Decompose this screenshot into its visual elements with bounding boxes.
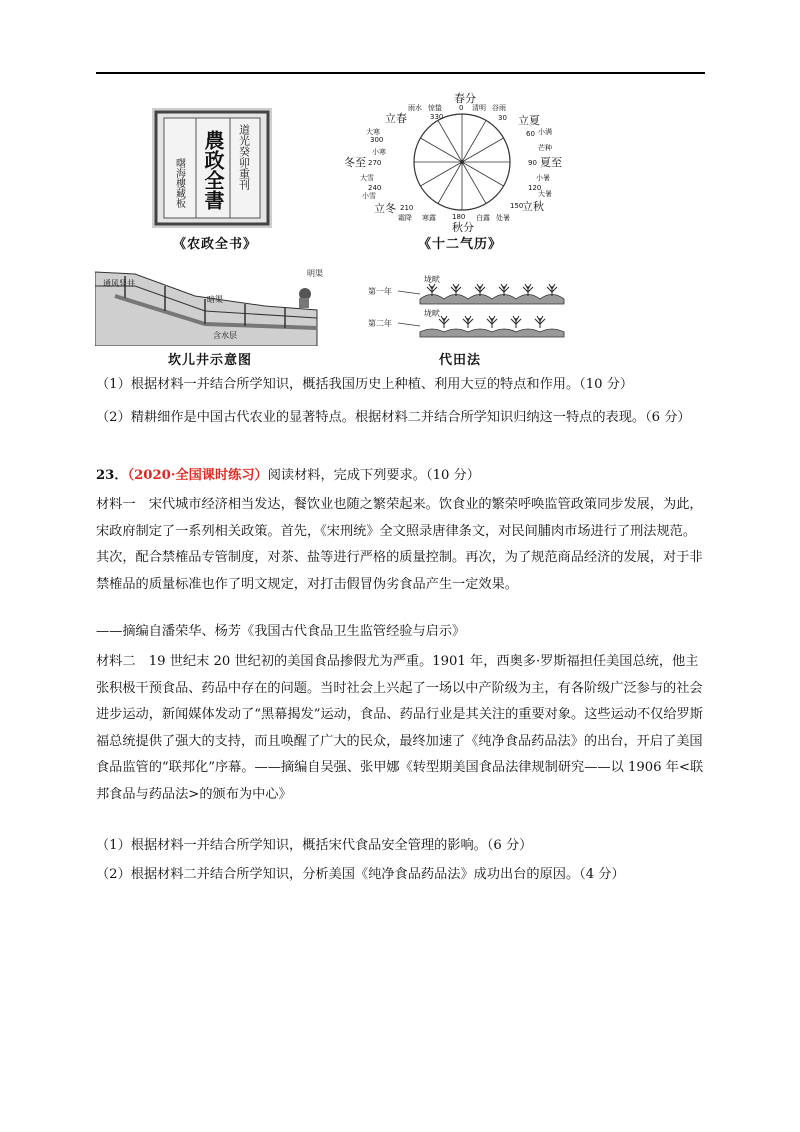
q23-number: 23．	[96, 468, 128, 483]
deg-300: 300	[370, 136, 384, 144]
sprout-icon	[475, 284, 485, 296]
term-qingming: 清明	[472, 104, 486, 112]
calendar-spoke	[462, 138, 504, 162]
sprout-icon	[451, 284, 461, 296]
karez-diagram	[95, 266, 327, 346]
header-rule	[96, 72, 705, 74]
book-side-right: 道光癸卯重刊	[237, 124, 251, 190]
deg-150: 150	[510, 202, 524, 210]
book-cover-image	[152, 108, 272, 228]
calendar-spoke	[438, 162, 462, 204]
q22-item1: （1）根据材料一并结合所学知识，概括我国历史上种植、利用大豆的特点和作用。（10 分）	[96, 377, 634, 392]
sprout-icon	[427, 284, 437, 296]
deg-240: 240	[368, 184, 382, 192]
term-xiazhi: 夏至	[540, 156, 562, 169]
sprout-icon	[523, 284, 533, 296]
calendar-spoke	[462, 120, 486, 162]
term-guyu: 谷雨	[492, 104, 506, 112]
term-yushui: 雨水	[408, 104, 422, 112]
sprout-icon	[547, 284, 557, 296]
daitian-diagram	[362, 274, 584, 344]
term-bailu: 白露	[476, 214, 490, 222]
calendar-spoke	[420, 138, 462, 162]
karez-open-label: 明渠	[307, 269, 323, 278]
term-jingzhe: 惊蛰	[428, 104, 442, 112]
calendar-caption: 《十二气历》	[417, 237, 502, 252]
term-xiaoshu: 小暑	[536, 174, 550, 182]
sprout-icon	[535, 316, 545, 328]
term-dahan: 大寒	[366, 128, 380, 136]
daitian-caption: 代田法	[438, 353, 481, 368]
karez-tunnel-label: 暗渠	[207, 295, 223, 304]
q23-intro: 阅读材料，完成下列要求。（10 分）	[267, 468, 480, 483]
term-lidong: 立冬	[374, 202, 396, 215]
q23-material2: 材料二 19 世纪末 20 世纪初的美国食品掺假尤为严重。1901 年，西奥多·罗斯福担任美国总统，他主张积极干预食品、药品中存在的问题。当时社会上兴起了一场以中产阶级为主，有各阶级广泛参与的社会进步运动，新闻媒体发动了“黑幕揭发”运动，食品、药品行业是其关注的重要对象。这些运动不仅给罗斯福总统提供了强大的支持，而且唤醒了广大的民众，最终加速了《纯净食品药品法》的出台，开启了美国食品监管的“联邦化”序幕。——摘编自吴强、张甲娜《转型期美国食品法律规制研究——以 1906 年<联邦食品与药品法>的颁布为中心》	[96, 654, 704, 802]
deg-180: 180	[452, 213, 466, 221]
term-hanlu: 寒露	[422, 214, 436, 222]
sprout-icon	[499, 284, 509, 296]
deg-90: 90	[528, 159, 537, 167]
karez-shaft-label: 通风竖井	[103, 279, 135, 288]
deg-210: 210	[400, 204, 414, 212]
term-chushu: 处暑	[496, 214, 510, 222]
term-qiufen: 秋分	[452, 221, 474, 232]
daitian-ridge2-label: 垅畎	[424, 309, 440, 318]
karez-caption: 坎儿井示意图	[167, 353, 252, 368]
term-daxue: 大雪	[360, 174, 374, 182]
q23-source1: ——摘编自潘荣华、杨芳《我国古代食品卫生监管经验与启示》	[96, 624, 466, 639]
term-dongzhi: 冬至	[344, 156, 366, 169]
calendar-spoke	[462, 162, 486, 204]
calendar-spoke	[462, 162, 504, 186]
deg-0: 0	[459, 104, 464, 112]
sprout-icon	[487, 316, 497, 328]
q23-item1: （1）根据材料一并结合所学知识，概括宋代食品安全管理的影响。（6 分）	[96, 838, 533, 853]
calendar-spoke	[420, 162, 462, 186]
term-xiaoxue: 小雪	[362, 192, 376, 200]
book-side-left: 曙海樓藏板	[173, 158, 185, 208]
term-lichun: 立春	[385, 112, 407, 125]
sprout-icon	[463, 316, 473, 328]
term-mangzhong: 芒种	[538, 144, 552, 152]
daitian-year1-label: 第一年	[368, 287, 392, 296]
deg-30: 30	[498, 114, 507, 122]
daitian-ridge1-label: 垅畎	[424, 275, 440, 284]
calendar-diagram	[330, 92, 590, 232]
q23-header	[96, 463, 708, 490]
term-xiaohan: 小寒	[372, 148, 386, 156]
sprout-icon	[439, 316, 449, 328]
q23-item2: （2）根据材料二并结合所学知识，分析美国《纯净食品药品法》成功出台的原因。（4 分）	[96, 867, 625, 882]
karez-aquifer-label: 含水层	[213, 331, 237, 340]
deg-120: 120	[528, 184, 542, 192]
term-chunfen: 春分	[454, 92, 476, 105]
q23-material1: 材料一 宋代城市经济相当发达，餐饮业也随之繁荣起来。饮食业的繁荣呼唤监管政策同步发展，为此，宋政府制定了一系列相关政策。首先，《宋刑统》全文照录唐律条文，对民间脯肉市场进行了刑法规范。其次，配合禁榷品专管制度，对茶、盐等进行严格的质量控制。再次，为了规范商品经济的发展，对于非禁榷品的质量标准也作了明文规定，对打击假冒伪劣食品产生一定效果。	[96, 497, 703, 592]
deg-330: 330	[430, 113, 444, 121]
daitian-year2-label: 第二年	[368, 319, 392, 328]
deg-270: 270	[368, 159, 382, 167]
q23-source: （2020·全国课时练习）	[127, 468, 268, 483]
calendar-spoke	[438, 120, 462, 162]
term-liqiu: 立秋	[522, 200, 544, 213]
deg-60: 60	[526, 130, 535, 138]
book-caption: 《农政全书》	[172, 237, 257, 252]
term-lixia: 立夏	[518, 114, 540, 127]
term-xiaoman: 小满	[538, 128, 552, 136]
q22-item2: （2）精耕细作是中国古代农业的显著特点。根据材料二并结合所学知识归纳这一特点的表现。（6 分）	[96, 410, 691, 425]
term-shuangjiang: 霜降	[398, 214, 412, 222]
term-dashu: 大暑	[538, 190, 552, 198]
sprout-icon	[511, 316, 521, 328]
book-title: 農政全書	[201, 130, 225, 210]
